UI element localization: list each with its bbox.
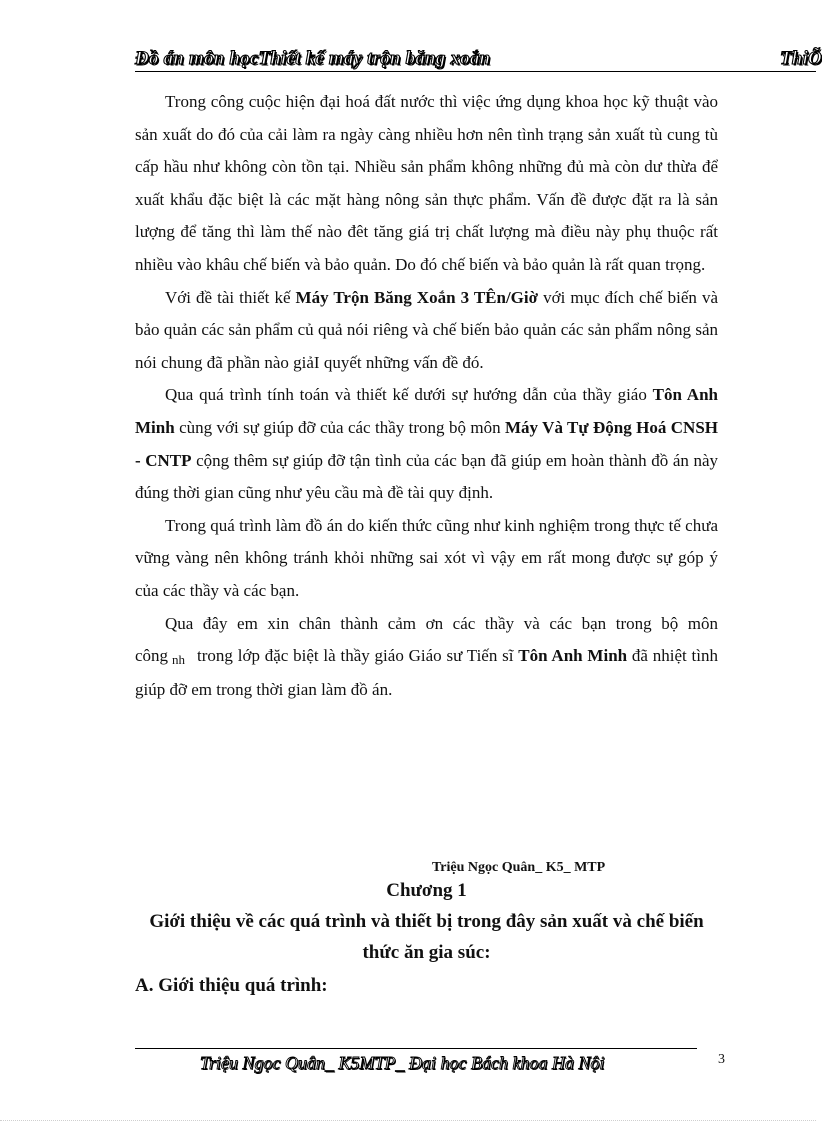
subscript-fragment: nh [172, 652, 186, 668]
body-text [135, 86, 718, 706]
advisor-name: Tôn Anh Minh [135, 385, 718, 437]
footer-text: Triệu Ngọc Quân_ K5MTP_ Đại học Bách khoa Hà Nội [200, 1053, 605, 1073]
department-name: Máy Và Tự Động Hoá CNSH - CNTP [135, 417, 718, 470]
section-heading: A. Giới thiệu quá trình: [135, 975, 328, 996]
project-title: Máy Trộn Băng Xoắn 3 TÊn/Giờ [295, 287, 539, 307]
chapter-subtitle: Giới thiệu về các quá trình và thiết bị trong đây sản xuất và chế biến thức ăn gia súc: [149, 911, 704, 963]
paragraph-5: Qua đây em xin chân thành cảm ơn các thầy và các bạn trong bộ môn công nh trong lớp đặc biệt là thầy giáo Giáo sư Tiến sĩ Tôn Anh Minh đã nhiệt tình giúp đỡ em trong thời gian làm đồ án. [135, 613, 718, 699]
page-number: 3 [718, 1052, 725, 1067]
chapter-title: Chương 1 [386, 880, 467, 901]
paragraph-3: Qua quá trình tính toán và thiết kế dưới sự hướng dẫn của thầy giáo Tôn Anh Minh cùng với sự giúp đỡ của các thầy trong bộ môn Máy Và Tự Động Hoá CNSH - CNTP cộng thêm sự giúp đỡ tận tình của các bạn đã giúp em hoàn thành đồ án này đúng thời gian cũng như yêu cầu mà đề tài quy định. [135, 385, 718, 503]
page-bottom-border [0, 1120, 816, 1121]
paragraph-4: Trong quá trình làm đồ án do kiến thức cũng như kinh nghiệm trong thực tế chưa vững vàng nên không tránh khỏi những sai xót vì vậy em rất mong được sự góp ý của các thầy và các bạn. [135, 515, 718, 600]
header-title: Đồ án môn họcThiết kế máy trộn băng xoắn [135, 48, 491, 69]
paragraph-2: Với đề tài thiết kế Máy Trộn Băng Xoắn 3 TÊn/Giờ với mục đích chế biến và bảo quản các sản phẩm củ quả nói riêng và chế biến bảo quản các sản phẩm nông sản nói chung đã phần nào giảI quyết những vấn đề đó. [135, 287, 719, 372]
footer-rule [135, 1048, 697, 1049]
paragraph-1: Trong công cuộc hiện đại hoá đất nước thì việc ứng dụng khoa học kỹ thuật vào sản xuất do đó của cải làm ra ngày càng nhiều hơn nên tình trạng sản xuất tù cung tù cấp hầu như không còn tồn tại. Nhiều sản phẩm không những đủ mà còn dư thừa để xuất khẩu đặc biệt là các mặt hàng nông sản thực phẩm. Vấn đề được đặt ra là sản lượng để tăng thì làm thế nào đêt tăng giá trị chất lượng mà điều này phụ thuộc rất nhiều vào khâu chế biến và bảo quản. Do đó chế biến và bảo quản là rất quan trọng. [135, 92, 718, 274]
header-right-text: ThiÕ [780, 48, 822, 69]
author-signature: Triệu Ngọc Quân_ K5_ MTP [432, 860, 606, 875]
advisor-name-2: Tôn Anh Minh [518, 646, 628, 666]
header-rule [135, 71, 816, 72]
